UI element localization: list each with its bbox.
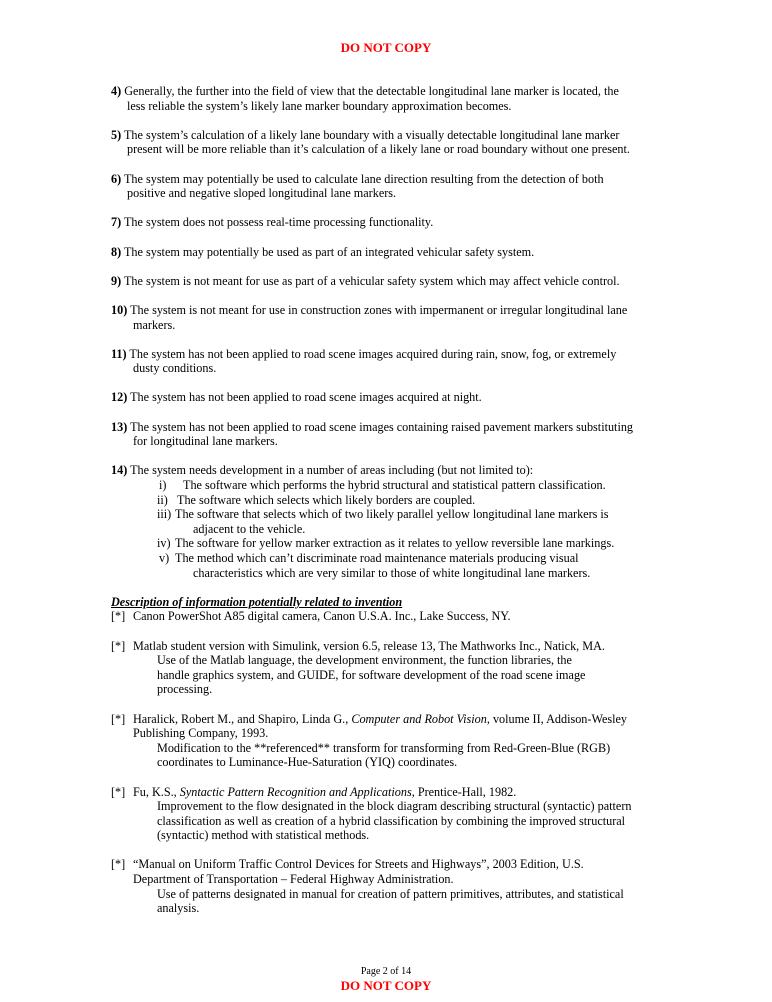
item-text: Generally, the further into the field of view that the detectable longitudinal lane marker is located, the bbox=[124, 84, 619, 98]
sublist-label: ii) bbox=[157, 492, 168, 507]
reference-detail: Improvement to the flow designated in the block diagram describing structural (syntactic) pattern bbox=[157, 799, 632, 814]
sublist-text-continued: adjacent to the vehicle. bbox=[193, 521, 306, 536]
document-body bbox=[111, 84, 671, 930]
item-number: 9) bbox=[111, 273, 122, 288]
item-text: The system may potentially be used as part of an integrated vehicular safety system. bbox=[123, 244, 535, 259]
list-item-6 bbox=[111, 172, 671, 201]
sublist-text: The software which selects which likely borders are coupled. bbox=[177, 492, 476, 507]
item-text: The system needs development in a number of areas including (but not limited to): bbox=[130, 463, 534, 478]
reference-text-continued: Publishing Company, 1993. bbox=[133, 726, 269, 741]
item-number: 10) bbox=[111, 302, 128, 317]
list-item-5 bbox=[111, 128, 671, 157]
item-text-continued: less reliable the system’s likely lane marker boundary approximation becomes. bbox=[127, 98, 512, 113]
reference-text-continued: Department of Transportation – Federal Highway Administration. bbox=[133, 872, 454, 887]
item-text: The system does not possess real-time processing functionality. bbox=[123, 215, 434, 230]
item-number: 5) bbox=[111, 127, 122, 142]
reference-text: , volume II, Addison-Wesley bbox=[486, 711, 628, 726]
sublist-text: The software that selects which of two likely parallel yellow longitudinal lane markers is bbox=[175, 507, 609, 522]
reference-text: Canon PowerShot A85 digital camera, Canon U.S.A. Inc., Lake Success, NY. bbox=[133, 609, 511, 624]
sublist-item bbox=[157, 507, 671, 536]
do-not-copy-banner-bottom: DO NOT COPY bbox=[340, 978, 432, 993]
item-number: 11) bbox=[111, 346, 127, 361]
reference-detail: processing. bbox=[157, 682, 213, 697]
list-item-14 bbox=[111, 463, 671, 580]
item-number: 14) bbox=[111, 463, 128, 478]
reference-detail: classification as well as creation of a hybrid classification by combining the improved structural bbox=[157, 813, 626, 828]
list-item-10 bbox=[111, 303, 671, 332]
item-text-continued: dusty conditions. bbox=[133, 361, 217, 376]
sublist bbox=[111, 478, 671, 580]
sublist-label: i) bbox=[159, 478, 167, 493]
reference-detail: Use of the Matlab language, the development environment, the function libraries, the bbox=[157, 653, 572, 668]
reference-detail: analysis. bbox=[157, 901, 200, 916]
reference-item bbox=[111, 857, 671, 915]
item-text: The system is not meant for use as part of a vehicular safety system which may affect vehicle control. bbox=[123, 273, 620, 288]
reference-text: , Prentice-Hall, 1982. bbox=[411, 784, 517, 799]
item-text-continued: for longitudinal lane markers. bbox=[133, 434, 278, 449]
reference-item bbox=[111, 639, 671, 697]
sublist-label: iv) bbox=[157, 536, 171, 551]
list-item-13 bbox=[111, 420, 671, 449]
sublist-item bbox=[157, 478, 671, 493]
item-text: The system has not been applied to road scene images acquired at night. bbox=[130, 390, 482, 405]
sublist-text: The software for yellow marker extraction as it relates to yellow reversible lane markings. bbox=[175, 536, 615, 551]
sublist-text: The method which can’t discriminate road maintenance materials producing visual bbox=[175, 551, 579, 565]
reference-text: Matlab student version with Simulink, version 6.5, release 13, The Mathworks Inc., Natick, MA. bbox=[133, 638, 605, 653]
list-item-11 bbox=[111, 347, 671, 376]
sublist-text-continued: characteristics which are very similar to those of white longitudinal lane markers. bbox=[193, 565, 591, 580]
list-item-12 bbox=[111, 390, 671, 405]
reference-detail: coordinates to Luminance-Hue-Saturation (YIQ) coordinates. bbox=[157, 755, 458, 770]
item-text: The system is not meant for use in construction zones with impermanent or irregular longitudinal lane bbox=[130, 302, 628, 317]
item-number: 7) bbox=[111, 215, 122, 230]
item-text-continued: present will be more reliable than it’s calculation of a likely lane or road boundary without one present. bbox=[127, 142, 630, 157]
list-item-8 bbox=[111, 245, 671, 260]
sublist-text: The software which performs the hybrid structural and statistical pattern classification. bbox=[183, 478, 606, 493]
section-heading: Description of information potentially related to invention bbox=[111, 594, 403, 609]
reference-bullet: [*] bbox=[111, 784, 126, 799]
reference-text: Fu, K.S., bbox=[133, 784, 180, 799]
item-number: 8) bbox=[111, 244, 122, 259]
reference-bullet: [*] bbox=[111, 711, 126, 726]
reference-bullet: [*] bbox=[111, 609, 126, 624]
reference-detail: (syntactic) method with statistical methods. bbox=[157, 828, 370, 843]
reference-text: Haralick, Robert M., and Shapiro, Linda G., bbox=[133, 711, 352, 726]
item-text: The system has not been applied to road scene images acquired during rain, snow, fog, or extremely bbox=[129, 346, 617, 361]
sublist-item bbox=[157, 493, 671, 508]
reference-text: “Manual on Uniform Traffic Control Devices for Streets and Highways”, 2003 Edition, U.S. bbox=[133, 857, 584, 872]
list-item-4 bbox=[111, 84, 671, 113]
sublist-label: v) bbox=[159, 551, 170, 565]
reference-bullet: [*] bbox=[111, 857, 126, 872]
page-number: Page 2 of 14 bbox=[360, 966, 412, 977]
reference-detail: Modification to the **referenced** transform for transforming from Red-Green-Blue (RGB) bbox=[157, 740, 611, 755]
reference-item bbox=[111, 609, 671, 624]
reference-title: Syntactic Pattern Recognition and Applications bbox=[179, 784, 412, 799]
reference-title: Computer and Robot Vision bbox=[351, 711, 487, 726]
item-number: 13) bbox=[111, 419, 128, 434]
item-number: 4) bbox=[111, 84, 122, 98]
item-text: The system may potentially be used to calculate lane direction resulting from the detection of both bbox=[123, 171, 604, 186]
item-text: The system has not been applied to road scene images containing raised pavement markers substituting bbox=[130, 419, 634, 434]
list-item-9 bbox=[111, 274, 671, 289]
item-text: The system’s calculation of a likely lane boundary with a visually detectable longitudinal lane marker bbox=[123, 127, 620, 142]
reference-detail: Use of patterns designated in manual for creation of pattern primitives, attributes, and statistical bbox=[157, 886, 624, 901]
list-item-7 bbox=[111, 215, 671, 230]
reference-item bbox=[111, 785, 671, 843]
reference-bullet: [*] bbox=[111, 638, 126, 653]
item-number: 6) bbox=[111, 171, 122, 186]
sublist-item bbox=[157, 536, 671, 551]
sublist-label: iii) bbox=[157, 507, 172, 522]
do-not-copy-banner-top: DO NOT COPY bbox=[340, 40, 432, 55]
item-text-continued: markers. bbox=[133, 317, 176, 332]
reference-detail: handle graphics system, and GUIDE, for software development of the road scene image bbox=[157, 667, 586, 682]
reference-item bbox=[111, 712, 671, 770]
item-text-continued: positive and negative sloped longitudinal lane markers. bbox=[127, 186, 397, 201]
sublist-item bbox=[157, 551, 671, 580]
item-number: 12) bbox=[111, 390, 128, 405]
